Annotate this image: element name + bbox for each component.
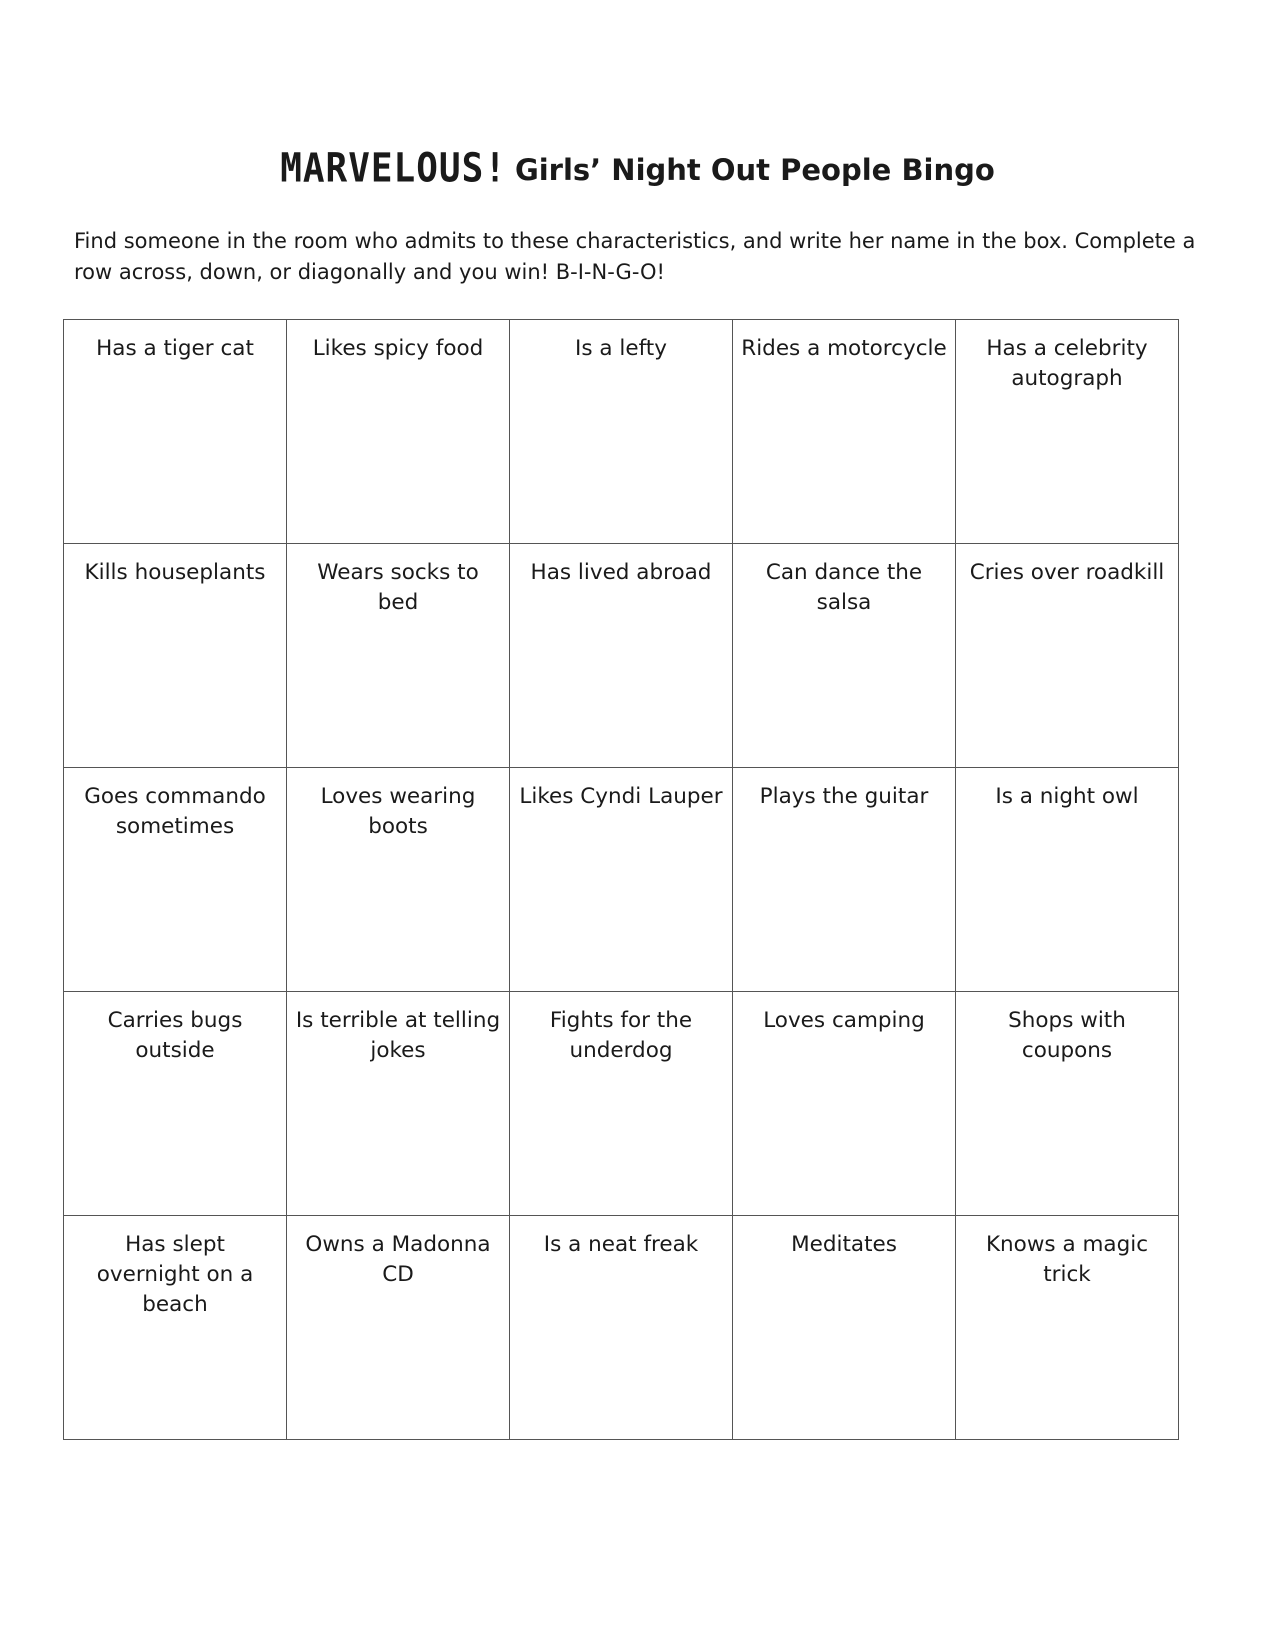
bingo-cell[interactable]: Has lived abroad <box>510 544 733 768</box>
bingo-row <box>64 544 1179 768</box>
page-title <box>0 145 1275 192</box>
bingo-cell[interactable]: Fights for the underdog <box>510 992 733 1216</box>
bingo-cell[interactable]: Kills houseplants <box>64 544 287 768</box>
bingo-cell[interactable]: Is a night owl <box>956 768 1179 992</box>
bingo-cell[interactable]: Meditates <box>733 1216 956 1440</box>
bingo-cell[interactable]: Loves wearing boots <box>287 768 510 992</box>
bingo-cell[interactable]: Owns a Madonna CD <box>287 1216 510 1440</box>
bingo-cell[interactable]: Wears socks to bed <box>287 544 510 768</box>
bingo-cell[interactable]: Has slept overnight on a beach <box>64 1216 287 1440</box>
bingo-cell[interactable]: Has a tiger cat <box>64 320 287 544</box>
bingo-cell[interactable]: Goes commando sometimes <box>64 768 287 992</box>
bingo-row <box>64 1216 1179 1440</box>
bingo-cell[interactable]: Loves camping <box>733 992 956 1216</box>
page-subtitle: Girls’ Night Out People Bingo <box>514 153 995 187</box>
bingo-cell[interactable]: Is terrible at telling jokes <box>287 992 510 1216</box>
bingo-row <box>64 768 1179 992</box>
bingo-cell[interactable]: Rides a motorcycle <box>733 320 956 544</box>
bingo-cell[interactable]: Has a celebrity autograph <box>956 320 1179 544</box>
bingo-cell[interactable]: Cries over roadkill <box>956 544 1179 768</box>
bingo-row <box>64 320 1179 544</box>
brand-logo: MARVELOUS! <box>280 145 507 192</box>
bingo-cell[interactable]: Plays the guitar <box>733 768 956 992</box>
bingo-row <box>64 992 1179 1216</box>
bingo-cell[interactable]: Carries bugs outside <box>64 992 287 1216</box>
instructions-text: Find someone in the room who admits to these characteristics, and write her name in the box. Complete a row across, down, or diagonally and you win! B-I-N-G-O! <box>74 229 1196 284</box>
bingo-cell[interactable]: Is a neat freak <box>510 1216 733 1440</box>
bingo-cell[interactable]: Is a lefty <box>510 320 733 544</box>
bingo-cell[interactable]: Can dance the salsa <box>733 544 956 768</box>
bingo-cell[interactable]: Knows a magic trick <box>956 1216 1179 1440</box>
bingo-cell[interactable]: Shops with coupons <box>956 992 1179 1216</box>
bingo-grid <box>63 319 1179 1440</box>
bingo-cell[interactable]: Likes spicy food <box>287 320 510 544</box>
bingo-cell[interactable]: Likes Cyndi Lauper <box>510 768 733 992</box>
